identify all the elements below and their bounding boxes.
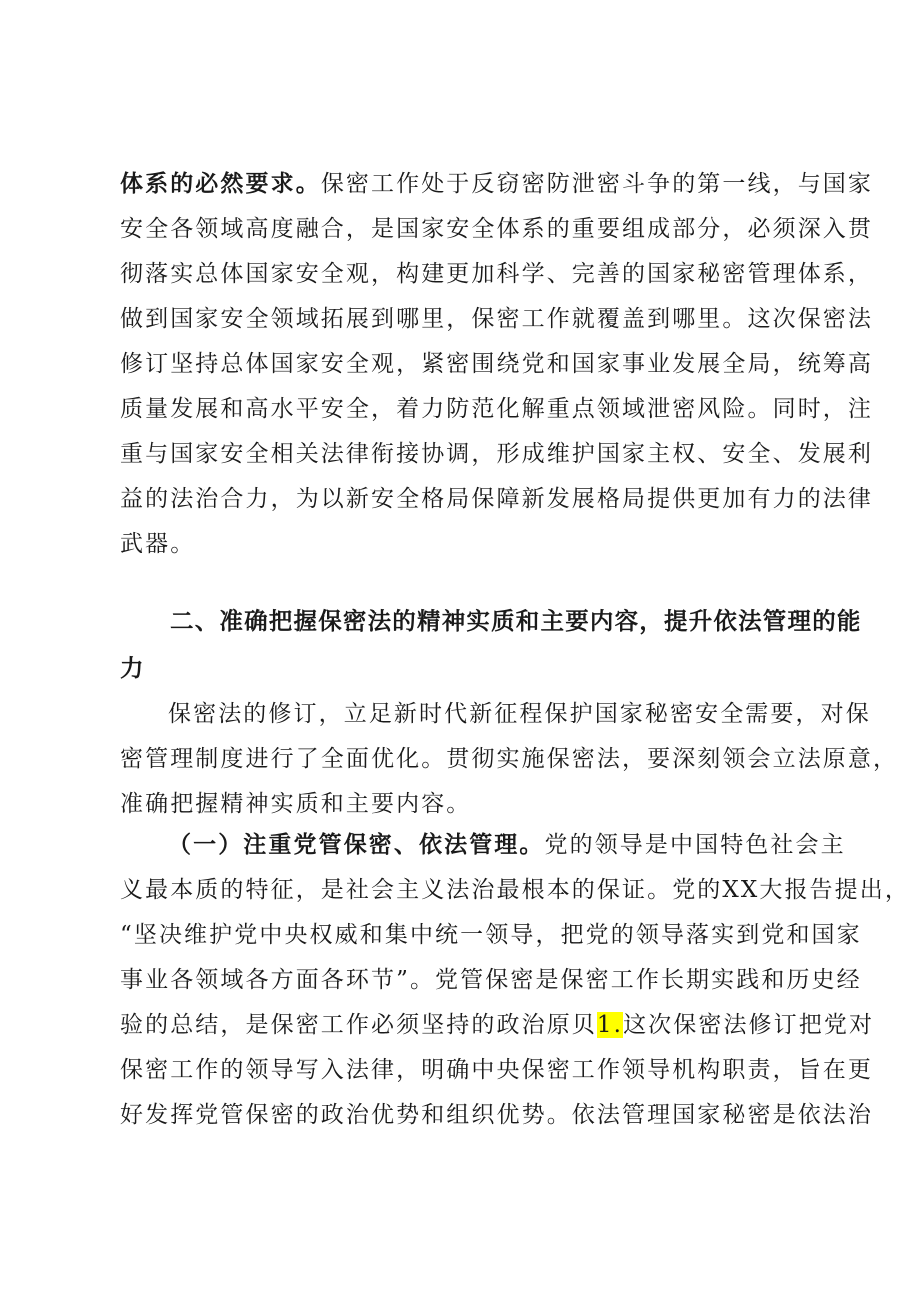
text-line: 保密法的修订，立足新时代新征程保护国家秘密安全需要，对保: [168, 701, 871, 727]
text-line: 彻落实总体国家安全观，构建更加科学、完善的国家秘密管理体系，: [120, 261, 873, 287]
heading-line: 力: [120, 654, 145, 682]
text-line: “坚决维护党中央权威和集中统一领导，把党的领导落实到党和国家: [120, 922, 862, 948]
text-line: 益的法治合力，为以新安全格局保障新发展格局提供更加有力的法律: [120, 486, 873, 512]
line-text: 党的领导是中国特色社会主: [544, 832, 846, 858]
text-line: 保密工作的领导写入法律，明确中央保密工作领导机构职责，旨在更: [120, 1057, 873, 1083]
text-line: 事业各领域各方面各环节”。党管保密是保密工作长期实践和历史经: [120, 967, 862, 993]
text-line: 重与国家安全相关法律衔接协调，形成维护国家主权、安全、发展利: [120, 441, 873, 467]
text-line: 安全各领域高度融合，是国家安全体系的重要组成部分，必须深入贯: [120, 216, 873, 242]
text-line: 武器。: [120, 531, 196, 557]
line-text: 这次保密法修订把党对: [623, 1012, 875, 1038]
bold-lead: （一）注重党管保密、依法管理。: [168, 831, 545, 858]
text-line: [120, 1008, 874, 1042]
text-line: 质量发展和高水平安全，着力防范化解重点领域泄密风险。同时，注: [120, 396, 873, 422]
text-line: 好发挥党管保密的政治优势和组织优势。依法管理国家秘密是依法治: [120, 1102, 873, 1128]
text-line: 修订坚持总体国家安全观，紧密围绕党和国家事业发展全局，统筹高: [120, 351, 873, 377]
bold-lead: 体系的必然要求。: [120, 170, 321, 197]
line-text: 保密工作处于反窃密防泄密斗争的第一线，与国家: [320, 171, 874, 197]
text-line: 准确把握精神实质和主要内容。: [120, 791, 472, 817]
text-line: 做到国家安全领域拓展到哪里，保密工作就覆盖到哪里。这次保密法: [120, 306, 873, 332]
heading-line: 二、准确把握保密法的精神实质和主要内容，提升依法管理的能: [170, 607, 862, 635]
highlighted-text: 1.: [596, 1012, 624, 1038]
text-line: 密管理制度进行了全面优化。贯彻实施保密法，要深刻领会立法原意，: [120, 746, 899, 772]
text-line: 义最本质的特征，是社会主义法治最根本的保证。党的XX大报告提出，: [120, 877, 910, 903]
text-line: [168, 828, 846, 862]
line-text: 验的总结，是保密工作必须坚持的政治原贝: [120, 1012, 597, 1038]
text-line: [120, 167, 873, 201]
